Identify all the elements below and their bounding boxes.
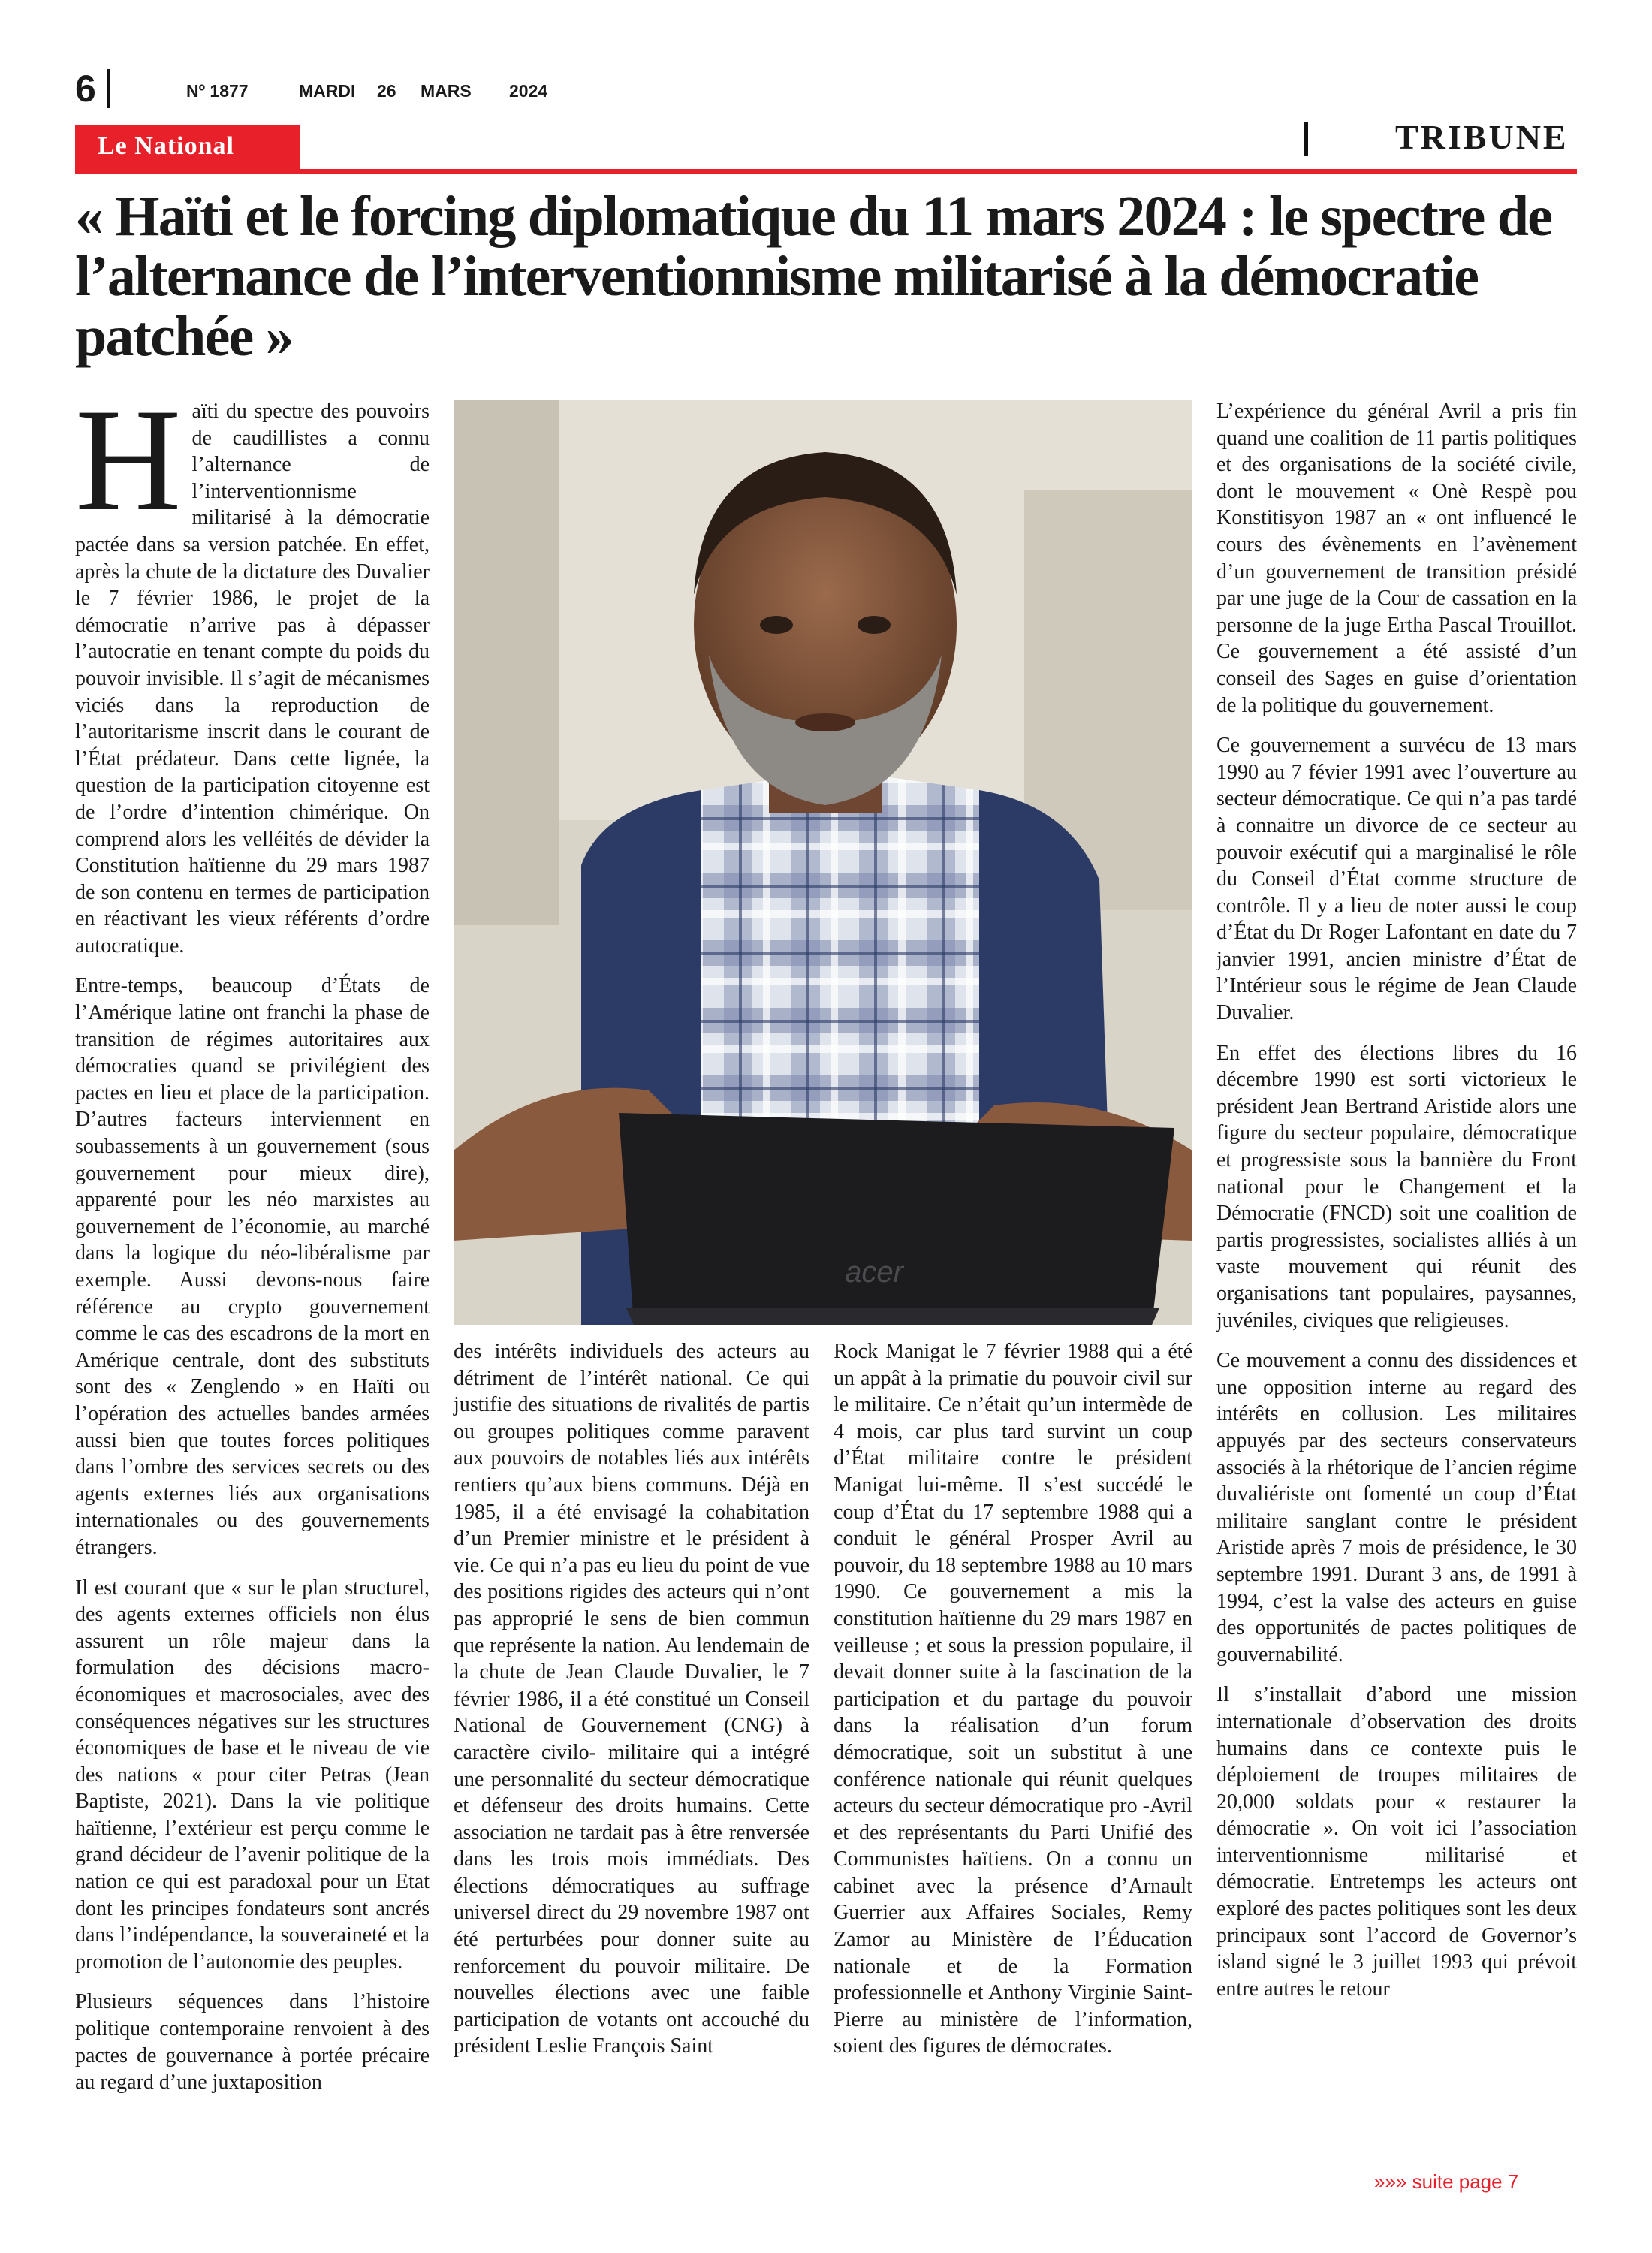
paragraph: Ce mouvement a connu des dissidences et une opposition interne au regard des intérêts en collusion. Les militaires appuyés par des secteurs conservateurs associés à la rhétorique de l’ancien régime duvaliériste ont fomenté un coup d’État militaire sanglant contre le président Aristide après 7 mois de présidence, le 30 septembre 1991. Durant 3 ans, de 1991 à 1994, c’est la valse des acteurs en guise des opportunités de pactes politiques de gouvernabilité. (1216, 1349, 1577, 1666)
paragraph: L’expérience du général Avril a pris fin quand une coalition de 11 partis politiques et des organisations de la société civile, dont le mouvement « Onè Respè pou Konstitisyon 1987 an « ont influencé le cours des évènements en l’avènement d’un gouvernement de transition présidé par une juge de la Cour de cassation en la personne de la juge Ertha Pascal Trouillot. Ce gouvernement a été assisté d’un conseil des Sages en guise d’orientation de la politique du gouvernement. (1216, 400, 1577, 717)
paragraph-text: aïti du spectre des pouvoirs de caudillistes a connu l’alternance de l’interventionnisme militarisé à la démocratie pactée dans sa version patchée. En effet, après la chute de la dictature des Duvalier le 7 février 1986, le projet de la démocratie n’arrive pas à dépasser l’autocratie en tenant compte du poids du pouvoir invisible. Il s’agit de mécanismes viciés dans la reproduction de l’autoritarisme inscrit dans le courant de l’État prédateur. Dans cette lignée, la question de la participation citoyenne est de l’ordre d’intention chimérique. On comprend alors les velléités de dévider la Constitution haïtienne du 29 mars 1987 de son contenu en termes de participation en réactivant les vieux référents d’ordre autocratique. (75, 400, 430, 958)
paragraph: Entre-temps, beaucoup d’États de l’Amérique latine ont franchi la phase de transition de régimes autoritaires aux démocraties quand se privilégient des pactes en lieu et place de la participation. D’autres facteurs interviennent en soubassements à un gouvernement (sous gouvernement pour mieux dire), apparenté pour les néo marxistes au gouvernement de l’économie, au marché dans la logique du néo-libéralisme par exemple. Aussi devons-nous faire référence au crypto gouvernement comme le cas des escadrons de la mort en Amérique centrale, dont des substituts sont des « Zenglendo » en Haïti ou l’opération des actuelles bandes armées aussi bien que toutes forces politiques dans l’ombre des services secrets ou des agents externes liés aux organisations internationales ou des gouvernements étrangers. (75, 974, 430, 1559)
issue-month: MARS (421, 81, 472, 101)
section-label: TRIBUNE (1395, 118, 1569, 156)
continued-link[interactable]: »»» suite page 7 (1374, 2170, 1519, 2193)
article-column-3 (834, 1338, 1192, 2074)
article-column-4 (1216, 398, 1577, 2016)
section-divider (1304, 122, 1308, 156)
laptop-logo: acer (845, 1256, 903, 1289)
paragraph: Plusieurs séquences dans l’histoire politique contemporaine renvoient à des pactes de gouvernance à portée précaire au regard d’une juxtaposition (75, 1990, 430, 2095)
article-headline: « Haïti et le forcing diplomatique du 11 mars 2024 : le spectre de l’alternance de l’interventionnisme militarisé à la démocratie patchée » (75, 185, 1552, 368)
drop-cap: H (75, 379, 182, 541)
paragraph: En effet des élections libres du 16 décembre 1990 est sorti victorieux le président Jean Bertrand Aristide alors une figure du secteur populaire, démocratique et progressiste sous la bannière du Front national pour le Changement et la Démocratie (FNCD) soit une coalition de partis progressistes, socialistes alliés à un vaste mouvement qui réunit des organisations tant populaires, paysannes, juvéniles, civiques que religieuses. (1216, 1041, 1577, 1332)
paragraph: Il s’installait d’abord une mission internationale d’observation des droits humains dans ce contexte puis le déploiement de troupes militaires de 20,000 soldats pour « restaurer la démocratie ». On voit ici l’association interventionnisme militarisé et démocratie. Entretemps les acteurs ont exploré des pactes politiques sont les deux principaux sont l’accord de Governor’s island signé le 3 juillet 1993 qui prévoit entre autres le retour (1216, 1683, 1577, 2001)
paragraph: Rock Manigat le 7 février 1988 qui a été un appât à la primatie du pouvoir civil sur le militaire. Ce n’était qu’un intermède de 4 mois, car plus tard survint un coup d’État militaire contre le président Manigat lui-même. Il s’est succédé le coup d’État du 17 septembre 1988 qui a conduit le général Prosper Avril au pouvoir, du 18 septembre 1988 au 10 mars 1990. Ce gouvernement a mis la constitution haïtienne du 29 mars 1987 en veilleuse ; et sous la pression populaire, il devait donner suite à la fascination de la participation et du partage du pouvoir dans la réalisation d’un forum démocratique, soit un substitut à une conférence nationale qui réunit quelques acteurs du secteur démocratique pro -Avril et des représentants du Parti Unifié des Communistes haïtiens. On a connu un cabinet avec la présence d’Arnault Guerrier aux Affaires Sociales, Remy Zamor au Ministère de l’Éducation nationale et de la Formation professionnelle et Anthony Virginie Saint-Pierre au ministère de l’information, soient des figures de démocrates. (834, 1340, 1192, 2058)
author-photo (454, 400, 1192, 1325)
issue-day: MARDI (299, 81, 356, 101)
brand-name: Le National (98, 132, 234, 160)
paragraph: Ce gouvernement a survécu de 13 mars 1990 au 7 févier 1991 avec l’ouverture au secteur démocratique. Ce qui n’a pas tardé à connaitre un divorce de ce secteur au pouvoir exécutif qui a marginalisé le rôle du Conseil d’État comme structure de contrôle. Il y a lieu de noter aussi le coup d’État du Dr Roger Lafontant en date du 7 janvier 1991, ancien ministre d’État de l’Intérieur sous le régime de Jean Claude Duvalier. (1216, 734, 1577, 1025)
article-column-2 (454, 1338, 809, 2074)
issue-date: 26 (377, 81, 396, 101)
paragraph: des intérêts individuels des acteurs au détriment de l’intérêt national. Ce qui justifie des situations de rivalités de partis ou groupes politiques comme paravent aux pouvoirs de notables liés aux intérêts rentiers qu’aux biens communs. Déjà en 1985, il a été envisagé la cohabitation d’un Premier ministre et le président à vie. Ce qui n’a pas eu lieu du point de vue des positions rigides des acteurs qui n’ont pas approprié le sens de bien commun que représente la nation. Au lendemain de la chute de Jean Claude Duvalier, le 7 février 1986, il a été constitué un Conseil National de Gouvernement (CNG) à caractère civilo- militaire qui a intégré une personnalité du secteur démocratique et défenseur des droits humains. Cette association ne tardait pas à être renversée dans les trois mois immédiats. Des élections démocratiques au suffrage universel direct du 29 novembre 1987 ont été perturbées pour donner suite au renforcement du pouvoir militaire. De nouvelles élections avec une faible participation de votants ont accouché du président Leslie François Saint (454, 1340, 809, 2058)
page-number-divider (107, 69, 110, 108)
paragraph (75, 379, 430, 959)
paragraph: Il est courant que « sur le plan structurel, des agents externes officiels non élus assurent un rôle majeur dans la formulation des décisions macro-économiques et macrosociales, avec des conséquences négatives sur les structures économiques de base et le niveau de vie des nations « pour citer Petras (Jean Baptiste, 2021). Dans la vie politique haïtienne, l’extérieur est perçu comme le grand décideur de l’avenir politique de la nation ce qui est paradoxal pour un Etat dont les principes fondateurs sont ancrés dans l’indépendance, la souveraineté et la promotion de l’autonomie des peuples. (75, 1576, 430, 1974)
issue-year: 2024 (509, 81, 548, 101)
header-rule (75, 169, 1577, 174)
page-number: 6 (75, 68, 96, 110)
issue-number: Nº 1877 (186, 81, 249, 101)
article-column-1 (75, 379, 430, 2110)
